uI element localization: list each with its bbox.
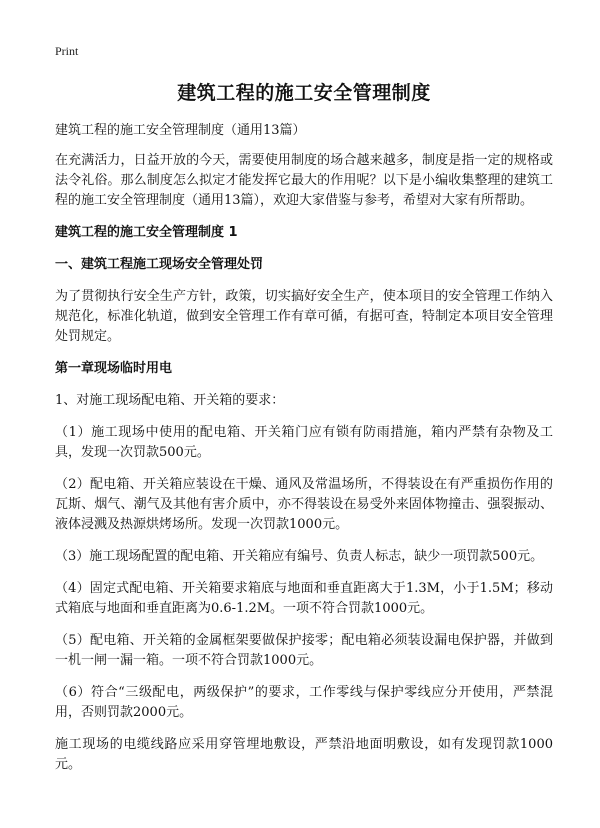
requirement-item: （2）配电箱、开关箱应装设在干燥、通风及常温场所，不得装设在有严重损伤作用的瓦斯、烟气、潮气及其他有害介质中，亦不得装设在易受外来固体物撞击、强裂振动、液体浸溅及热源烘烤场所。发现一次罚款1000元。 <box>55 477 553 532</box>
requirement-item: （3）施工现场配置的配电箱、开关箱应有编号、负责人标志，缺少一项罚款500元。 <box>55 549 544 564</box>
page-title: 建筑工程的施工安全管理制度 <box>177 82 431 104</box>
intro-paragraph: 在充满活力，日益开放的今天，需要使用制度的场合越来越多，制度是指一定的规格或法令礼俗。那么制度怎么拟定才能发挥它最大的作用呢？以下是小编收集整理的建筑工程的施工安全管理制度（通用13篇），欢迎大家借鉴与参考，希望对大家有所帮助。 <box>55 153 553 208</box>
requirement-item: （1）施工现场中使用的配电箱、开关箱门应有锁有防雨措施，箱内严禁有杂物及工具，发现一次罚款500元。 <box>55 425 553 460</box>
requirement-item: （4）固定式配电箱、开关箱要求箱底与地面和垂直距离大于1.3M，小于1.5M；移动式箱底与地面和垂直距离为0.6-1.2M。一项不符合罚款1000元。 <box>55 581 553 616</box>
print-link[interactable]: Print <box>55 44 79 58</box>
document-body <box>55 78 553 787</box>
chapter-heading: 第一章现场临时用电 <box>55 361 173 376</box>
cable-rule-paragraph: 施工现场的电缆线路应采用穿管埋地敷设，严禁沿地面明敷设，如有发现罚款1000元。 <box>55 737 553 772</box>
subsection-heading: 一、建筑工程施工现场安全管理处罚 <box>55 257 264 272</box>
requirement-intro: 1、对施工现场配电箱、开关箱的要求： <box>55 393 285 408</box>
document-subtitle: 建筑工程的施工安全管理制度（通用13篇） <box>55 123 306 138</box>
purpose-paragraph: 为了贯彻执行安全生产方针，政策，切实搞好安全生产，使本项目的安全管理工作纳入规范化，标准化轨道，做到安全管理工作有章可循，有据可查，特制定本项目安全管理处罚规定。 <box>55 289 553 344</box>
requirement-item: （6）符合“三级配电，两级保护”的要求，工作零线与保护零线应分开使用，严禁混用，否则罚款2000元。 <box>55 685 553 720</box>
section-heading: 建筑工程的施工安全管理制度 1 <box>55 225 238 240</box>
requirement-item: （5）配电箱、开关箱的金属框架要做保护接零；配电箱必须装设漏电保护器，并做到一机一闸一漏一箱。一项不符合罚款1000元。 <box>55 633 553 668</box>
